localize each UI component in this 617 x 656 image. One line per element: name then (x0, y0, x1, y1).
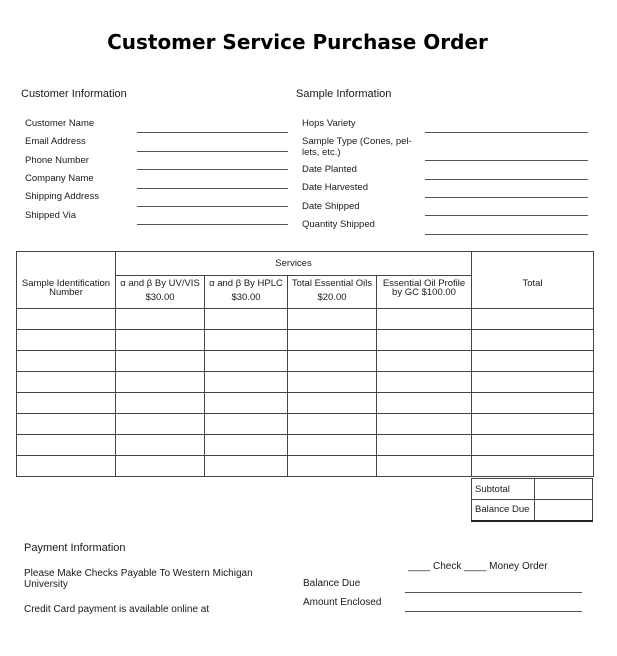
cell[interactable] (116, 456, 205, 477)
shipped-via-line[interactable] (137, 224, 288, 225)
email-address-line[interactable] (137, 151, 288, 152)
cell[interactable] (17, 351, 116, 372)
cell[interactable] (205, 330, 288, 351)
col-header-sample-id-label: Sample Identification Number (21, 277, 111, 298)
subtotal-label: Subtotal (472, 479, 535, 500)
services-heading: Services (116, 252, 472, 276)
col-header-essential-oils (288, 276, 377, 309)
cell[interactable] (288, 435, 377, 456)
totals-table (471, 478, 593, 522)
services-spacer-cell (17, 252, 116, 276)
cell[interactable] (205, 393, 288, 414)
cell[interactable] (377, 435, 472, 456)
date-planted-line[interactable] (425, 179, 588, 180)
cell[interactable] (288, 414, 377, 435)
email-address-label: Email Address (25, 136, 86, 147)
sample-type-label: Sample Type (Cones, pel- lets, etc.) (302, 136, 412, 158)
cell[interactable] (377, 309, 472, 330)
cell[interactable] (17, 330, 116, 351)
cell[interactable] (472, 414, 594, 435)
cell[interactable] (116, 309, 205, 330)
quantity-shipped-label: Quantity Shipped (302, 219, 375, 230)
cell[interactable] (17, 393, 116, 414)
table-row (17, 456, 594, 477)
cell[interactable] (116, 330, 205, 351)
cell[interactable] (288, 351, 377, 372)
table-row (17, 372, 594, 393)
shipped-via-label: Shipped Via (25, 210, 77, 221)
cell[interactable] (205, 309, 288, 330)
cell[interactable] (205, 435, 288, 456)
total-spacer-cell (472, 252, 594, 276)
col-header-oil-profile-label: Essential Oil Profile by GC $100.00 (382, 278, 466, 298)
col-header-oil-profile (377, 276, 472, 309)
cell[interactable] (288, 309, 377, 330)
cell[interactable] (377, 351, 472, 372)
checks-payable-note: Please Make Checks Payable To Western Michigan University (24, 568, 253, 590)
balance-due-value[interactable] (535, 500, 593, 521)
company-name-label: Company Name (25, 173, 94, 184)
services-table (16, 251, 594, 477)
cell[interactable] (288, 456, 377, 477)
cell[interactable] (205, 414, 288, 435)
table-row (17, 309, 594, 330)
cell[interactable] (472, 351, 594, 372)
cell[interactable] (377, 330, 472, 351)
cell[interactable] (472, 393, 594, 414)
cell[interactable] (472, 372, 594, 393)
services-rows (17, 309, 594, 477)
col-header-uv-vis-label: α and β By UV/VIS (120, 278, 200, 289)
shipping-address-label: Shipping Address (25, 191, 99, 202)
shipping-address-line[interactable] (137, 206, 288, 207)
cell[interactable] (17, 435, 116, 456)
cell[interactable] (17, 414, 116, 435)
table-row (17, 414, 594, 435)
col-header-total (472, 276, 594, 309)
subtotal-value[interactable] (535, 479, 593, 500)
price-uv-vis: $30.00 (145, 292, 175, 303)
cell[interactable] (116, 414, 205, 435)
page-title: Customer Service Purchase Order (107, 30, 488, 54)
cell[interactable] (116, 435, 205, 456)
cell[interactable] (116, 393, 205, 414)
table-row (17, 435, 594, 456)
col-header-hplc (205, 276, 288, 309)
col-header-sample-id (17, 276, 116, 309)
company-name-line[interactable] (137, 188, 288, 189)
cell[interactable] (288, 393, 377, 414)
cell[interactable] (377, 393, 472, 414)
col-header-uv-vis (116, 276, 205, 309)
balance-due-label: Balance Due (472, 500, 535, 521)
col-header-total-label: Total (522, 277, 543, 289)
table-row (17, 351, 594, 372)
col-header-hplc-label: α and β By HPLC (209, 278, 283, 289)
hops-variety-line[interactable] (425, 132, 588, 133)
phone-number-line[interactable] (137, 169, 288, 170)
cell[interactable] (17, 309, 116, 330)
payment-method-options[interactable]: ____ Check ____ Money Order (408, 561, 548, 572)
table-row (17, 330, 594, 351)
price-hplc: $30.00 (231, 292, 261, 303)
payment-info-heading: Payment Information (24, 542, 126, 554)
cell[interactable] (377, 456, 472, 477)
amount-enclosed-label: Amount Enclosed (303, 597, 382, 608)
col-header-essential-oils-label: Total Essential Oils (291, 278, 373, 289)
credit-card-note: Credit Card payment is available online at (24, 604, 210, 615)
price-essential-oils: $20.00 (317, 292, 347, 303)
payment-balance-due-label: Balance Due (303, 578, 361, 589)
date-harvested-label: Date Harvested (302, 182, 369, 193)
customer-name-label: Customer Name (25, 118, 95, 129)
table-row (17, 393, 594, 414)
customer-info-heading: Customer Information (21, 88, 127, 100)
amount-enclosed-line[interactable] (405, 611, 582, 612)
cell[interactable] (472, 456, 594, 477)
cell[interactable] (17, 456, 116, 477)
date-planted-label: Date Planted (302, 164, 357, 175)
balance-due-line[interactable] (405, 592, 582, 593)
date-harvested-line[interactable] (425, 197, 588, 198)
cell[interactable] (472, 330, 594, 351)
quantity-shipped-line[interactable] (425, 234, 588, 235)
customer-name-line[interactable] (137, 132, 288, 133)
cell[interactable] (377, 372, 472, 393)
cell[interactable] (288, 330, 377, 351)
cell[interactable] (205, 456, 288, 477)
date-shipped-line[interactable] (425, 215, 588, 216)
hops-variety-label: Hops Variety (302, 118, 356, 129)
cell[interactable] (205, 372, 288, 393)
cell[interactable] (288, 372, 377, 393)
cell[interactable] (116, 351, 205, 372)
sample-info-heading: Sample Information (296, 88, 392, 100)
sample-type-line[interactable] (425, 160, 588, 161)
phone-number-label: Phone Number (25, 155, 89, 166)
date-shipped-label: Date Shipped (302, 201, 360, 212)
cell[interactable] (205, 351, 288, 372)
cell[interactable] (17, 372, 116, 393)
cell[interactable] (116, 372, 205, 393)
cell[interactable] (472, 309, 594, 330)
cell[interactable] (377, 414, 472, 435)
cell[interactable] (472, 435, 594, 456)
